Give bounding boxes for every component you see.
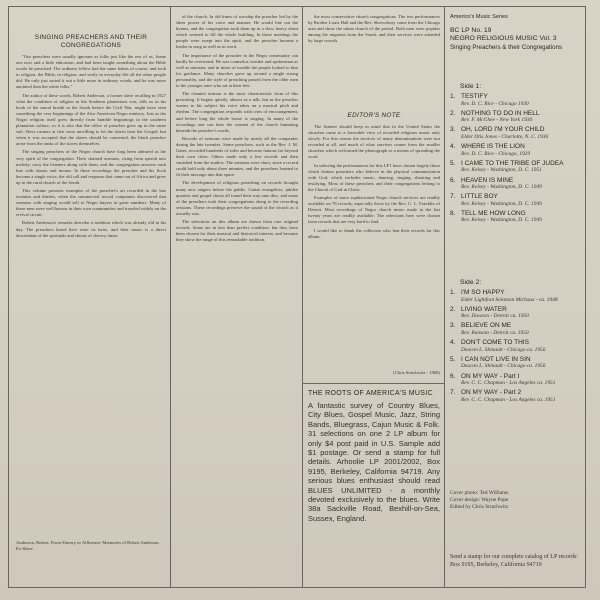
track-performer: Rev. D. C. Rice - Chicago, 1929 [461, 150, 531, 157]
track-item [450, 373, 584, 387]
track-title-line [450, 356, 584, 364]
track-title-line [450, 143, 584, 151]
column-editor-note [308, 14, 440, 380]
track-title-line [450, 126, 584, 134]
track-item [450, 143, 584, 157]
track-title: ON MY WAY - Part I [461, 372, 520, 380]
track-title-line [450, 322, 584, 330]
essay-paragraph: The author of these words, Robert Anderson, a former slave recalling in 1927 what the condition of religion in the Southern plantations was, tells us in his book of the moral breath in the South before the Civil War, might have seen something the very beginnings of the Afro-American Negro ministry. Just as the Negro religion itself grew directly from humble beginnings in the southern plantation culture, so it is also that the office of preacher grew up in the same soil. Slave owners at first were unwilling to let the slaves hear the Gospel; but when it was accepted that the slaves should be converted, the black preacher arose from the ranks of the slaves themselves. [16, 92, 166, 147]
track-item [450, 389, 584, 403]
essay-paragraph: The singing preachers of the Negro church have long been admired as the very spirit of the congregation. Their chanted sermons, rising from speech into melody, carry the listeners along with them, and the congregation answers each line with shouts and moans. In these recordings the preacher and his flock become a single voice, the old call and response that came out of Africa and grew up in the rural church of the South. [16, 149, 166, 185]
track-item [450, 193, 584, 207]
column-essay-continued [176, 14, 298, 584]
liner-paragraph: the most conservative church congregations. The two performances by Brother Louis Hall and the Rev. Shrewsbury come from the Chicago area and show the urban church of the period. Both men were popular among the migrants from the South, and their services were attended by large crowds. [308, 14, 440, 44]
track-title: I CAN NOT LIVE IN SIN [461, 355, 531, 363]
track-performer: Elder Lightfoot Solomon Michaux - ca. 1948 [461, 296, 558, 303]
side1-label: Side 1: [460, 83, 482, 90]
track-title-line [450, 93, 584, 101]
track-title-line [450, 110, 584, 118]
track-title: WHERE IS THE LION [461, 143, 525, 151]
essay-paragraph: Robert Anderson's remarks describe a tradition which was already old in his day. The preachers heard here were its heirs, and their music is a direct descendant of the spirituals and shouts of slavery times. [16, 220, 166, 238]
track-title-line [450, 389, 584, 397]
track-title: TELL ME HOW LONG [461, 209, 526, 217]
catalog-number: BC LP No. 19 [450, 27, 492, 34]
track-item [450, 177, 584, 191]
roots-ad [308, 388, 440, 584]
track-title: DON'T COME TO THIS [461, 339, 529, 347]
editor-paragraph: The listener should keep in mind that in the United States the churches came to a favorable view of recorded religious music only slowly. For this reason the services of many denominations were not recorded at all, and much of what survives comes from the smaller churches which welcomed the phonograph as a means of spreading the word. [308, 124, 440, 160]
essay-paragraph: "Our preachers were usually ignorant as folks just like the rest of us. Some one now and a little education, and had been taught something about the Bible words he preached. The ordinary fellow had the same habits of course, and took to religion, the Bible, in religion, and verily in everyday life all the other people did. He only just sorted it out a little more in ordinary words, and he was more anointed than the white folks." [16, 54, 166, 90]
track-item [450, 93, 584, 107]
roots-title: THE ROOTS OF AMERICA'S MUSIC [308, 390, 433, 397]
track-item [450, 126, 584, 140]
track-title: BELIEVE ON ME [461, 322, 512, 330]
track-number: 6. [450, 372, 456, 380]
track-title: I'M SO HAPPY [461, 289, 505, 296]
track-number: 7. [450, 389, 456, 397]
track-number: 4. [450, 339, 456, 347]
editor-note-heading: EDITOR'S NOTE [347, 112, 401, 119]
track-performer: Rev. Kelsey - Washington, D. C. 1949 [461, 200, 542, 207]
track-item [450, 110, 584, 124]
essay-body [16, 54, 166, 239]
track-performer: Rev. Kelsey - Washington, D. C. 1949 [461, 217, 542, 224]
track-performer: Rev. C. C. Chapman - Los Angeles ca. 1951 [461, 396, 556, 403]
track-title-line [450, 289, 584, 297]
track-number: 5. [450, 355, 456, 363]
track-performer: Rev. F. McGhee - New York 1930 [461, 117, 533, 124]
track-title-line [450, 339, 584, 347]
track-item [450, 160, 584, 174]
track-number: 2. [450, 109, 456, 117]
track-performer: Deacon L. Shinault - Chicago ca. 1956 [461, 363, 546, 370]
track-item [450, 322, 584, 336]
track-number: 2. [450, 305, 456, 313]
track-number: 3. [450, 126, 456, 134]
album-title: NEGRO RELIGIOUS MUSIC Vol. 3 [450, 35, 557, 43]
credit-design-label: Cover design: [450, 497, 481, 503]
track-title: NOTHING TO DO IN HELL [461, 109, 540, 117]
credit-photo-label: Cover photo: [450, 490, 479, 496]
credit-design-value: Wayne Pope [481, 497, 509, 503]
track-performer: Rev. Ransom - Detroit ca. 1950 [461, 329, 529, 336]
essay-footnote: Anderson, Robert. From Slavery to Affluence: Memories of Robert Anderson, Ex-Slave [16, 540, 160, 551]
track-number: 5. [450, 159, 456, 167]
track-item [450, 306, 584, 320]
essay-paragraph: The importance of the preacher in the Negro community can hardly be overstated. He was counselor, teacher and spokesman as well as minister, and in times of trouble the people looked to him for guidance. Many churches grew up around a single strong personality, and the style of preaching passed from the older men to the younger ones who sat at their feet. [176, 52, 298, 89]
editor-signature: (Chris Strachwitz - 1968) [393, 370, 440, 375]
essay-continued-body [176, 14, 298, 243]
track-title: LIVING WATER [461, 305, 507, 313]
section-divider [302, 383, 444, 384]
track-number: 1. [450, 93, 456, 100]
track-title-line [450, 160, 584, 168]
track-number: 6. [450, 176, 456, 184]
track-title: LITTLE BOY [461, 193, 498, 201]
track-title-line [450, 210, 584, 218]
track-performer: Deacon L. Shinault - Chicago ca. 1956 [461, 346, 546, 353]
editor-paragraph: In selecting the performances for this LP I have chosen largely those which feature preachers who believe in the physical communication with God, which includes music, dancing, singing, shouting and testifying. Most of these preachers and their congregations belong to the Church of God in Christ. [308, 162, 440, 192]
essay-paragraph: This volume presents examples of the preacher's art recorded in the late twenties and thirties, when the commercial record companies discovered that sermons with singing would sell to Negro buyers in great numbers. Many of these men were well known in their own communities and traveled widely on the revival circuit. [16, 187, 166, 218]
track-performer: Elder Otis Jones - Charlotte, N. C. 1936 [461, 133, 549, 140]
column-divider [170, 6, 171, 588]
track-title-line [450, 373, 584, 381]
catalog-note: Send a stamp for our complete catalog of LP records: Box 9195, Berkeley, California 94719 [450, 554, 578, 568]
track-item [450, 289, 584, 303]
track-title: I CAME TO THE TRIBE OF JUDEA [461, 159, 564, 167]
track-item [450, 339, 584, 353]
credit-design [450, 497, 584, 504]
essay-heading: SINGING PREACHERS AND THEIR CONGREGATIONS [34, 34, 148, 49]
essay-paragraph: Records of sermons were made by nearly all the companies during the late twenties. Some preachers, such as the Rev. J. M. Gates, recorded hundreds of sides and became famous far beyond their own cities. Others made only a few records and then vanished from the studios. The sermons were short, since a record could hold only about three minutes, and the preachers learned to fit their message into that space. [176, 135, 298, 178]
credit-photo-value: Ted Williams [479, 490, 509, 496]
column-essay [16, 32, 166, 584]
track-title: OH, LORD I'M YOUR CHILD [461, 126, 545, 134]
credit-photo [450, 490, 584, 497]
track-performer: Rev. Kelsey - Washington, D. C. 1949 [461, 184, 542, 191]
track-item [450, 210, 584, 224]
track-performer: Rev. Kelsey - Washington, D. C. 1951 [461, 167, 542, 174]
track-number: 3. [450, 322, 456, 330]
editor-note-body [308, 124, 440, 240]
side1-track-list [450, 93, 584, 224]
track-title-line [450, 177, 584, 185]
column-track-listing [450, 14, 584, 584]
track-number: 4. [450, 143, 456, 151]
track-performer: Rev. Dawson - Detroit ca. 1950 [461, 313, 529, 320]
credit-editor: Edited by Chris Strachwitz [450, 504, 509, 510]
essay-paragraph: of the church. In old times of worship the preacher led by the sheer power of his voice and manner. He would line out the hymns, and the congregation took them up in a slow, heavy chant which seemed to fill the whole building. In those meetings the people were swept into the spirit, and the preacher became a leader in song as well as in word. [176, 14, 298, 50]
track-number: 1. [450, 289, 456, 296]
roots-text: A fantastic survey of Country Blues, City Blues, Gospel Music, Jazz, String Bands, Bluegrass, Cajun Music & Folk. 31 selections on one 2 LP album for only $4 post paid in U.S. Sample add $1 postage. Or send a stamp for full details. Arhoolie LP 2001/2002, Box 9195, Berkeley, California 94719. Any serious blues enthusiast should read BLUES UNLIMITED - a monthly devoted exclusively to the blues. Write 38a Sackville Road, Bexhill-on-Sea, Sussex, England. [308, 401, 440, 523]
track-performer: Rev. D. C. Rice - Chicago 1930 [461, 100, 529, 107]
series-name: Americo's Music Series [450, 14, 508, 20]
essay-paragraph: The development of religious preaching on records brought many new singers before the public. Guitar evangelists, jubilee quartets and gospel choirs all found their way onto disc, and some of the preachers took their congregations along to the recording sessions. These recordings preserve the sound of the church as it actually was. [176, 180, 298, 216]
side2-label: Side 2: [460, 279, 482, 286]
album-subtitle: Singing Preachers & their Congregations [450, 43, 563, 51]
track-title: TESTIFY [461, 93, 488, 100]
liner-continued [308, 14, 440, 44]
essay-paragraph: The selections on this album are drawn from rare original records. Some are in less than perfect condition, but they have been chosen for their musical and historical interest, and because they show the range of this remarkable tradition. [176, 219, 298, 243]
track-item [450, 356, 584, 370]
track-title: ON MY WAY - Part 2 [461, 389, 522, 397]
track-title: HEAVEN IS MINE [461, 176, 514, 184]
track-performer: Rev. C. C. Chapman - Los Angeles ca. 1951 [461, 380, 556, 387]
essay-paragraph: The chanted sermon is the most characteristic form of this preaching. It begins quietly, almost as a talk, but as the preacher warms to his subject his voice takes on a musical pitch and rhythm. The congregation responds with cries of encouragement, and before long the whole house is singing. In many of the recordings one can hear the women of the church humming beneath the preacher's words. [176, 91, 298, 133]
column-divider [444, 6, 445, 588]
editor-paragraph: Examples of more sophisticated Negro church services are readily available on 78 records, especially those by the Rev. C. L. Franklin of Detroit. Most recordings of Negro church music made in the last twenty years are readily available. The selections here were chosen from records that are very hard to find. [308, 195, 440, 225]
track-number: 7. [450, 193, 456, 201]
column-divider [302, 6, 303, 588]
side2-track-list [450, 289, 584, 403]
track-title-line [450, 306, 584, 314]
editor-paragraph: I would like to thank the collectors who lent their records for this album. [308, 227, 440, 239]
track-title-line [450, 193, 584, 201]
track-number: 8. [450, 209, 456, 217]
